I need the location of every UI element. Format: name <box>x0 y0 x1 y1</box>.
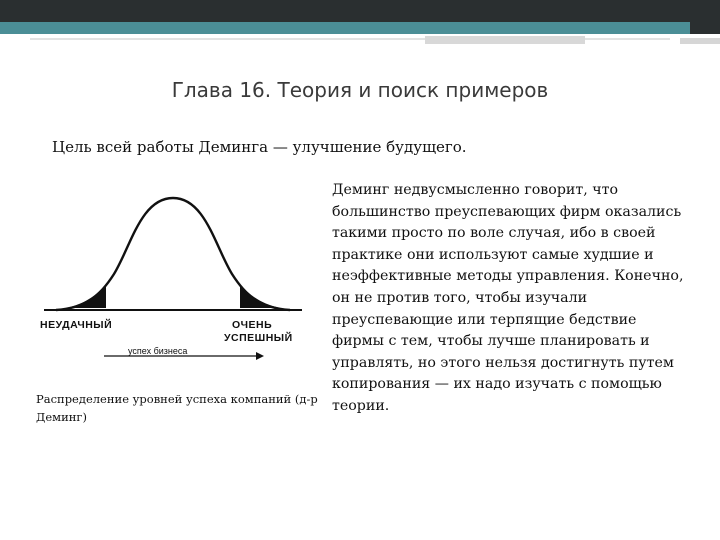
right-tail-label-line2: УСПЕШНЫЙ <box>224 332 293 344</box>
top-bar-teal <box>0 22 720 34</box>
figure-caption: Распределение уровней успеха компаний (д-р Деминг) <box>36 392 318 424</box>
axis-label: успех бизнеса <box>128 346 188 356</box>
right-tail-shading <box>240 284 280 308</box>
decorative-line <box>680 38 720 44</box>
slide-title: Глава 16. Теория и поиск примеров <box>171 78 549 102</box>
left-tail-shading <box>66 284 106 308</box>
bell-curve-figure <box>36 186 308 386</box>
top-bar-corner <box>690 0 720 34</box>
right-tail-label-line1: ОЧЕНЬ <box>232 319 273 331</box>
axis-arrow-head <box>256 352 264 360</box>
bell-curve-svg <box>36 186 308 386</box>
body-paragraph: Деминг недвусмысленно говорит, что большинство преуспевающих фирм оказались такими просто по воле случая, ибо в своей практике они используют самые худшие и неэффективные методы управления. Конечно, он не против того, чтобы изучали преуспевающие или терпящие бедствие фирмы с тем, чтобы лучше планировать и управлять, но этого нельзя достигнуть путем копирования — их надо изучать с помощью теории. <box>332 182 684 414</box>
top-bar-dark <box>0 0 720 22</box>
left-tail-label: НЕУДАЧНЫЙ <box>40 319 113 331</box>
slide-subtitle: Цель всей работы Деминга — улучшение будущего. <box>52 138 467 156</box>
bell-curve-line <box>56 198 290 310</box>
decorative-line <box>425 36 585 44</box>
